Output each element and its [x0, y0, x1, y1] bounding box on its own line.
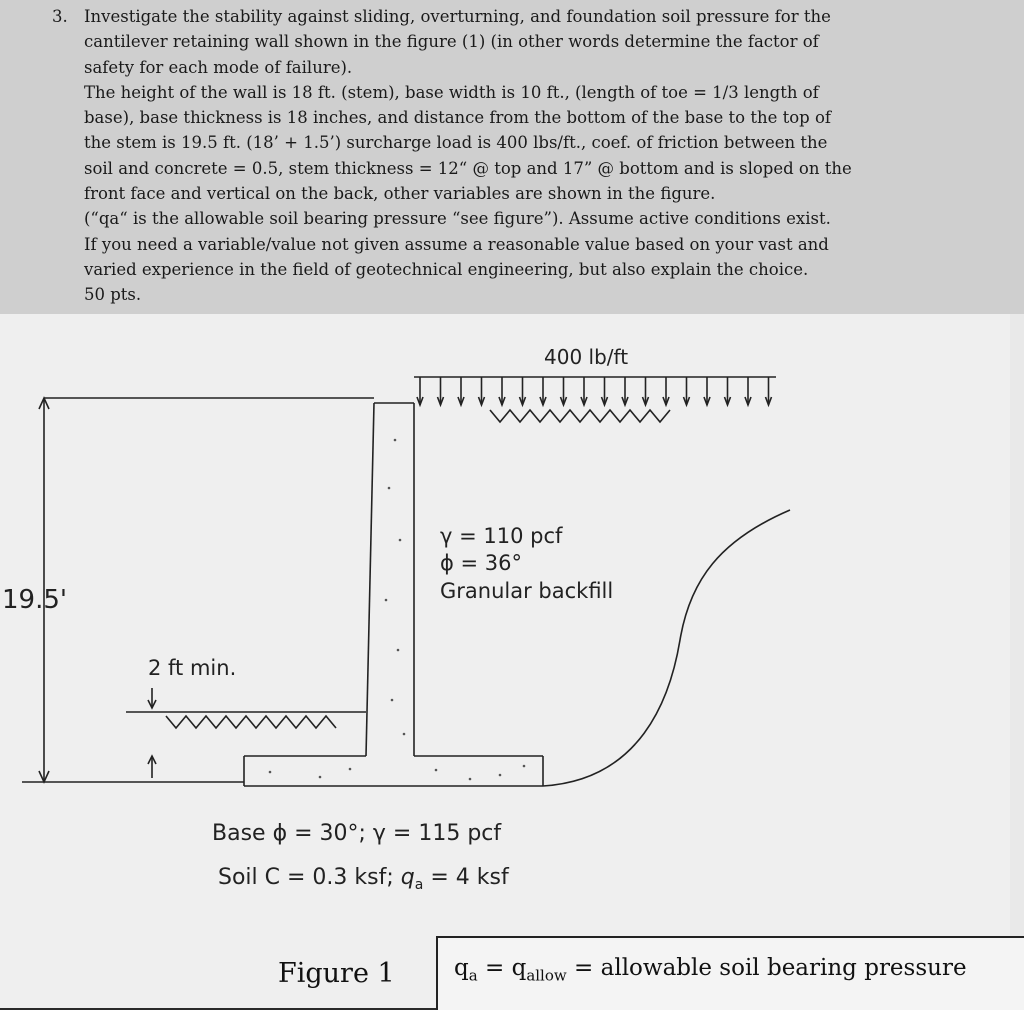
problem-line: 50 pts.	[84, 285, 142, 305]
stem-front-face	[366, 403, 374, 756]
problem-line: cantilever retaining wall shown in the figure (1) (in other words determine the factor of	[84, 32, 819, 52]
problem-line: The height of the wall is 18 ft. (stem), base width is 10 ft., (length of toe = 1/3 length of	[84, 82, 819, 102]
problem-line: If you need a variable/value not given assume a reasonable value based on your vast and	[84, 234, 829, 254]
surcharge-label: 400 lb/ft	[544, 345, 629, 369]
backfill-hatch	[490, 410, 670, 422]
problem-line: varied experience in the field of geotechnical engineering, but also explain the choice.	[84, 259, 809, 279]
base-properties-line-1: Base ϕ = 30°; γ = 115 pcf	[212, 821, 502, 846]
problem-line: soil and concrete = 0.5, stem thickness = 12“ @ top and 17” @ bottom and is sloped on the	[84, 158, 852, 178]
problem-line: base), base thickness is 18 inches, and distance from the bottom of the base to the top of	[84, 108, 832, 128]
excavation-slope	[543, 510, 790, 786]
backfill-phi: ϕ = 36°	[440, 551, 523, 575]
backfill-gamma: γ = 110 pcf	[440, 524, 563, 548]
figure-caption: Figure 1	[278, 958, 395, 989]
front-depth-label: 2 ft min.	[148, 656, 237, 680]
base-properties-line-2: Soil C = 0.3 ksf; $q_a = 4$ ksf	[218, 865, 509, 893]
front-soil-hatch	[166, 716, 336, 728]
problem-number: 3.	[52, 7, 68, 26]
problem-line: safety for each mode of failure).	[84, 57, 353, 77]
concrete-stipple	[269, 439, 526, 781]
backfill-description: Granular backfill	[440, 579, 614, 603]
problem-line: front face and vertical on the back, other variables are shown in the figure.	[84, 184, 716, 204]
problem-line: (“qa“ is the allowable soil bearing pressure “see figure”). Assume active conditions exist.	[84, 209, 831, 229]
height-label: 19.5'	[2, 585, 68, 615]
problem-line: Investigate the stability against sliding, overturning, and foundation soil pressure for the	[84, 7, 831, 26]
legend-text: $q_a = q_{allow}$ = allowable soil bearing pressure	[454, 955, 967, 985]
problem-line: the stem is 19.5 ft. (18’ + 1.5’) surcharge load is 400 lbs/ft., coef. of friction between the	[84, 133, 828, 153]
surcharge-arrows	[417, 377, 772, 405]
